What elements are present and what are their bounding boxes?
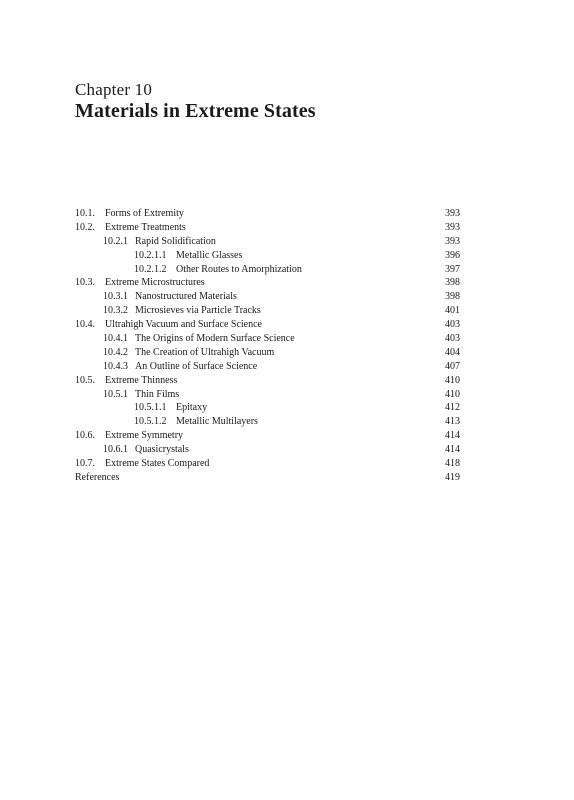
toc-entry-number: 10.2.1.1 <box>134 249 167 261</box>
toc-entry <box>75 360 460 374</box>
toc-entry-title: Other Routes to Amorphization <box>176 263 302 275</box>
toc-entry <box>75 415 460 429</box>
toc-entry-title: Metallic Multilayers <box>176 416 258 428</box>
toc-entry-page: 393 <box>445 221 460 233</box>
toc-entry-number: 10.6. <box>75 430 95 442</box>
toc-entry-title: The Creation of Ultrahigh Vacuum <box>135 346 275 358</box>
toc-entry-number: 10.6.1 <box>103 444 128 456</box>
toc-entry-title: Quasicrystals <box>135 444 189 456</box>
toc-entry-page: 419 <box>445 471 460 483</box>
toc-entry <box>75 207 460 221</box>
toc-entry <box>75 388 460 402</box>
chapter-title: Materials in Extreme States <box>75 100 316 122</box>
toc-entry-number: 10.5.1.1 <box>134 402 167 414</box>
toc-entry-title: Extreme Microstructures <box>105 277 205 289</box>
toc-entry-number: 10.2.1 <box>103 235 128 247</box>
toc-entry-title: Extreme States Compared <box>105 458 210 470</box>
table-of-contents <box>75 207 460 485</box>
toc-entry <box>75 457 460 471</box>
toc-entry-page: 396 <box>445 249 460 261</box>
toc-entry-title: Thin Films <box>135 388 180 400</box>
toc-entry-page: 407 <box>445 360 460 372</box>
toc-entry <box>75 429 460 443</box>
toc-entry <box>75 290 460 304</box>
toc-entry <box>75 235 460 249</box>
toc-entry <box>75 276 460 290</box>
toc-entry <box>75 318 460 332</box>
toc-entry-title: Epitaxy <box>176 402 208 414</box>
toc-entry-page: 401 <box>445 305 460 317</box>
toc-entry-number: 10.4. <box>75 319 95 331</box>
chapter-label: Chapter 10 <box>75 80 153 99</box>
toc-entry-references <box>75 471 460 485</box>
toc-entry-title: Extreme Treatments <box>105 221 186 233</box>
toc-entry-number: 10.3.2 <box>103 305 128 317</box>
toc-entry <box>75 304 460 318</box>
toc-entry-title: Extreme Thinness <box>105 374 178 386</box>
toc-entry-title: Ultrahigh Vacuum and Surface Science <box>105 319 262 331</box>
toc-entry-number: 10.1. <box>75 208 95 219</box>
toc-entry-title: Extreme Symmetry <box>105 430 184 442</box>
toc-entry-number: 10.5. <box>75 374 95 386</box>
toc-entry-number: 10.2.1.2 <box>134 263 167 275</box>
toc-entry-title: An Outline of Surface Science <box>135 360 258 372</box>
toc-entry-page: 398 <box>445 277 460 289</box>
toc-entry-page: 398 <box>445 291 460 303</box>
toc-entry-page: 397 <box>445 263 460 275</box>
toc-entry-title: Microsieves via Particle Tracks <box>135 305 261 317</box>
toc-entry-number: 10.5.1 <box>103 388 128 400</box>
toc-entry-page: 403 <box>445 319 460 331</box>
toc-entry <box>75 374 460 388</box>
toc-entry-number: 10.5.1.2 <box>134 416 167 428</box>
toc-entry-page: 403 <box>445 333 460 345</box>
toc-entry-title: Rapid Solidification <box>135 235 216 247</box>
toc-entry-title: References <box>75 471 120 483</box>
toc-entry-number: 10.3. <box>75 277 95 289</box>
toc-entry-page: 410 <box>445 374 460 386</box>
toc-entry <box>75 263 460 277</box>
toc-entry <box>75 332 460 346</box>
toc-entry-number: 10.3.1 <box>103 291 128 303</box>
toc-entry-number: 10.2. <box>75 221 95 233</box>
toc-entry <box>75 249 460 263</box>
toc-entry-title: Forms of Extremity <box>105 208 184 219</box>
toc-entry-page: 414 <box>445 430 460 442</box>
toc-entry-page: 418 <box>445 458 460 470</box>
toc-entry <box>75 401 460 415</box>
toc-entry-number: 10.4.1 <box>103 333 128 345</box>
toc-entry-page: 413 <box>445 416 460 428</box>
toc-entry-number: 10.4.3 <box>103 360 128 372</box>
toc-entry-page: 414 <box>445 444 460 456</box>
toc-entry-page: 393 <box>445 208 460 219</box>
toc-entry-page: 410 <box>445 388 460 400</box>
toc-entry <box>75 443 460 457</box>
toc-entry-page: 412 <box>445 402 460 414</box>
toc-entry-page: 404 <box>445 346 460 358</box>
toc-entry <box>75 221 460 235</box>
toc-entry-number: 10.4.2 <box>103 346 128 358</box>
toc-entry-title: Nanostructured Materials <box>135 291 237 303</box>
toc-entry-number: 10.7. <box>75 458 95 470</box>
toc-entry-title: Metallic Glasses <box>176 249 243 261</box>
toc-entry <box>75 346 460 360</box>
toc-entry-page: 393 <box>445 235 460 247</box>
toc-entry-title: The Origins of Modern Surface Science <box>135 333 295 345</box>
